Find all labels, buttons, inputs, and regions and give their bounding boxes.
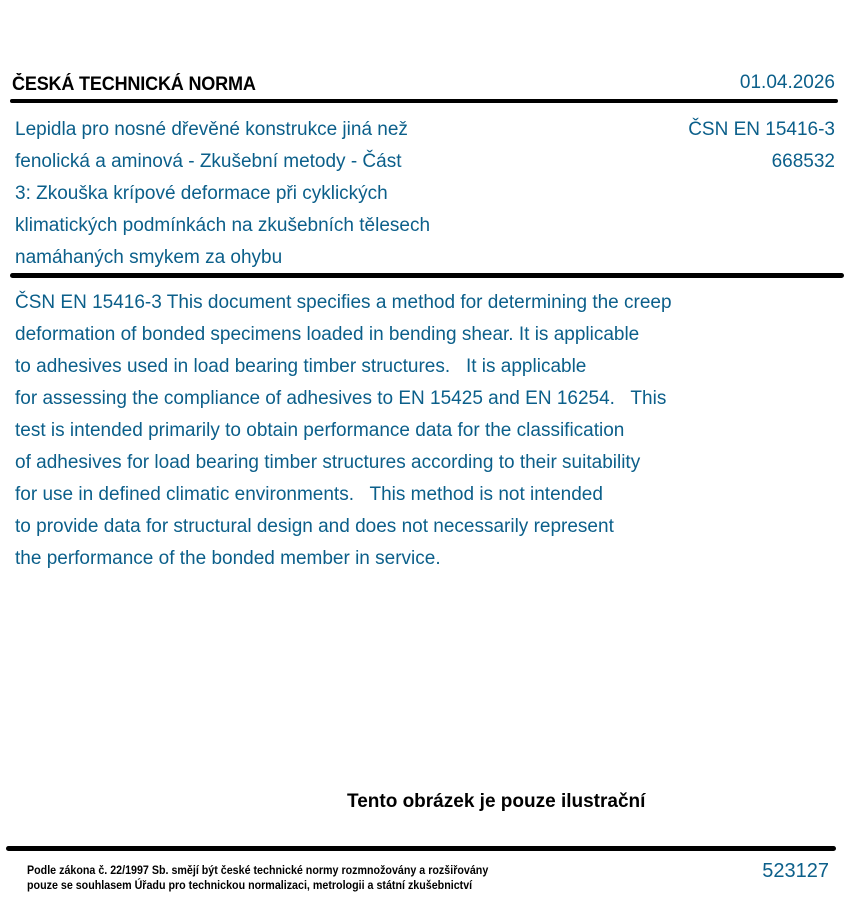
standard-identifiers bbox=[688, 114, 835, 178]
abstract-line: ČSN EN 15416-3 This document specifies a method for determining the creep bbox=[15, 292, 672, 313]
footer-code: 523127 bbox=[762, 860, 829, 882]
abstract-line: of adhesives for load bearing timber structures according to their suitability bbox=[15, 452, 641, 473]
document-date: 01.04.2026 bbox=[739, 72, 835, 93]
abstract-line: to adhesives used in load bearing timber structures. It is applicable bbox=[15, 356, 587, 377]
abstract bbox=[15, 287, 855, 575]
abstract-line: the performance of the bonded member in service. bbox=[15, 548, 441, 569]
legal-notice-line: Podle zákona č. 22/1997 Sb. smějí být české technické normy rozmnožovány a rozšiřovány bbox=[27, 865, 489, 877]
standard-designation: ČSN EN 15416-3 bbox=[688, 119, 835, 140]
standard-title-line: 3: Zkouška krípové deformace při cyklických bbox=[15, 183, 388, 204]
standard-title-line: Lepidla pro nosné dřevěné konstrukce jiná než bbox=[15, 119, 408, 140]
title-divider bbox=[10, 273, 844, 278]
legal-notice bbox=[27, 864, 488, 894]
catalog-number: 668532 bbox=[771, 151, 835, 172]
abstract-line: for use in defined climatic environments. This method is not intended bbox=[15, 484, 603, 505]
standard-title-line: namáhaných smykem za ohybu bbox=[15, 247, 283, 268]
abstract-line: test is intended primarily to obtain performance data for the classification bbox=[15, 420, 625, 441]
document-header-title: ČESKÁ TECHNICKÁ NORMA bbox=[12, 74, 256, 95]
footer-divider bbox=[6, 846, 836, 851]
standard-title-line: fenolická a aminová - Zkušební metody - Část bbox=[15, 151, 402, 172]
standard-title-line: klimatických podmínkách na zkušebních tělesech bbox=[15, 215, 431, 236]
illustration-disclaimer: Tento obrázek je pouze ilustrační bbox=[347, 791, 646, 812]
abstract-line: to provide data for structural design and does not necessarily represent bbox=[15, 516, 614, 537]
abstract-line: deformation of bonded specimens loaded in bending shear. It is applicable bbox=[15, 324, 640, 345]
legal-notice-line: pouze se souhlasem Úřadu pro technickou normalizaci, metrologii a státní zkušebnictví bbox=[27, 880, 473, 892]
header-divider bbox=[10, 99, 838, 103]
abstract-line: for assessing the compliance of adhesives to EN 15425 and EN 16254. This bbox=[15, 388, 667, 409]
standard-title bbox=[15, 114, 505, 274]
